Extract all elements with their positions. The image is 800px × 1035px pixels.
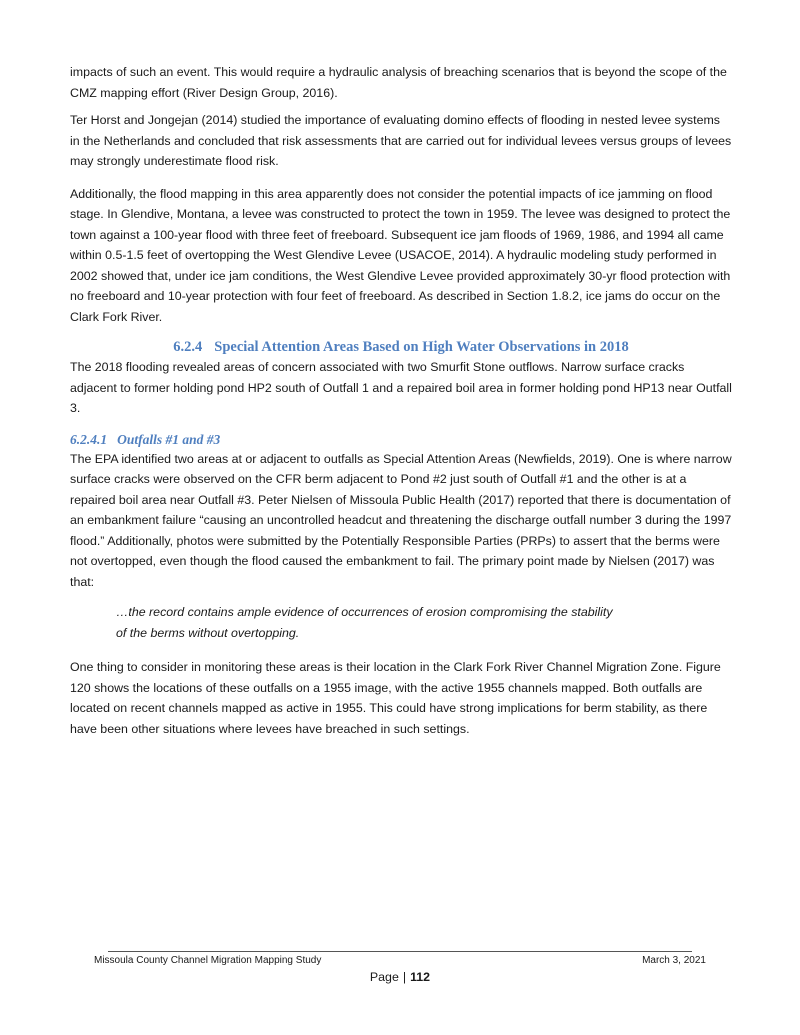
footer-document-title: Missoula County Channel Migration Mapping Study [94, 955, 322, 966]
paragraph: One thing to consider in monitoring these areas is their location in the Clark Fork River Channel Migration Zone. Figure 120 shows the locations of these outfalls on a 1955 image, with the active 1955 channels mapped. Both outfalls are located on recent channels mapped as active in 1955. This could have strong implications for berm stability, as there have been other situations where levees have breached in such settings. [70, 660, 721, 736]
footer-divider [108, 951, 692, 952]
page-number [0, 970, 800, 984]
page-separator: | [402, 970, 407, 984]
subsection-number: 6.2.4.1 [70, 431, 108, 447]
section-title: Special Attention Areas Based on High Water Observations in 2018 [214, 339, 629, 355]
paragraph: Additionally, the flood mapping in this area apparently does not consider the potential impacts of ice jamming on flood stage. In Glendive, Montana, a levee was constructed to protect the town in 1959. The levee was designed to protect the town against a 100-year flood with three feet of freeboard. Subsequent ice jam floods of 1969, 1986, and 1994 all came within 0.5-1.5 feet of overtopping the West Glendive Levee (USACOE, 2014). A hydraulic modeling study performed in 2002 showed that, under ice jam conditions, the West Glendive Levee provided approximately 30-yr flood protection with no freeboard and 10-year protection with four feet of freeboard. As described in Section 1.8.2, ice jams do occur on the Clark Fork River. [70, 186, 731, 324]
section-heading [70, 337, 732, 357]
document-body [70, 62, 732, 746]
page-number-value: 112 [410, 970, 431, 984]
subsection-title: Outfalls #1 and #3 [117, 431, 221, 447]
paragraph: The EPA identified two areas at or adjacent to outfalls as Special Attention Areas (Newfields, 2019). One is where narrow surface cracks were observed on the CFR berm adjacent to Pond #2 just south of Outfall #1 and the other is at a repaired boil area near Outfall #3. Peter Nielsen of Missoula Public Health (2017) reported that there is documentation of an embankment failure “causing an uncontrolled headcut and threatening the discharge outfall number 3 during the 1997 flood.” Additionally, photos were submitted by the Potentially Responsible Parties (PRPs) to assert that the berms were not overtopped, even though the flood caused the embankment to fail. The primary point made by Nielsen (2017) was that: [70, 451, 732, 589]
paragraph: impacts of such an event. This would require a hydraulic analysis of breaching scenarios that is beyond the scope of the CMZ mapping effort (River Design Group, 2016). [70, 65, 727, 100]
paragraph: The 2018 flooding revealed areas of concern associated with two Smurfit Stone outflows. Narrow surface cracks adjacent to former holding pond HP2 south of Outfall 1 and a repaired boil area in former holding pond HP13 near Outfall 3. [70, 360, 732, 415]
page-label: Page [369, 970, 399, 984]
section-number: 6.2.4 [173, 339, 203, 355]
footer-date: March 3, 2021 [642, 955, 706, 966]
subsection-heading [70, 431, 732, 449]
block-quote: …the record contains ample evidence of occurrences of erosion compromising the stability of the berms without overtopping. [116, 605, 613, 640]
paragraph: Ter Horst and Jongejan (2014) studied the importance of evaluating domino effects of flooding in nested levee systems in the Netherlands and concluded that risk assessments that are carried out for individual levees versus groups of levees may strongly underestimate flood risk. [70, 113, 732, 168]
